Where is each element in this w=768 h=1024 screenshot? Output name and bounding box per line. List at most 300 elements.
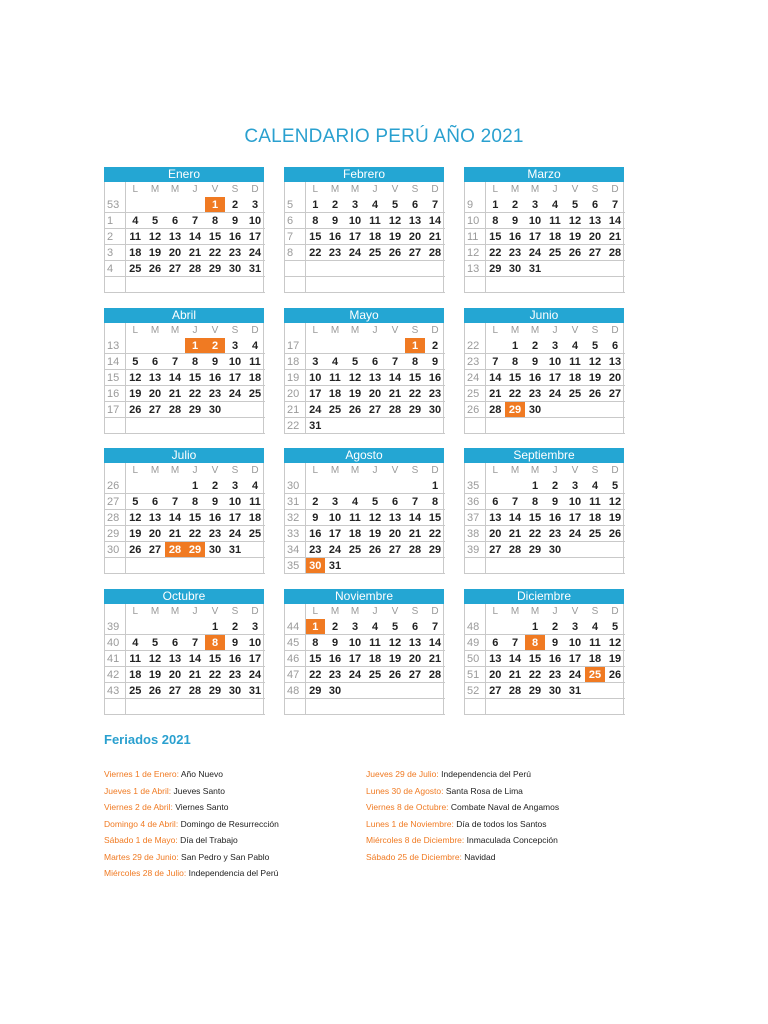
weekday-label: V: [391, 325, 399, 336]
day-cell: 23: [225, 667, 245, 683]
week-number-header: [465, 323, 485, 338]
empty-day-cell: [145, 197, 165, 213]
holiday-day-cell: 1: [405, 338, 425, 354]
day-cell: 25: [245, 386, 265, 402]
empty-day-cell: [205, 699, 225, 715]
empty-day-cell: [325, 277, 345, 293]
empty-day-cell: [585, 261, 605, 277]
week-number: 16: [105, 386, 125, 402]
day-cell: 5: [125, 494, 145, 510]
day-cell: 28: [385, 402, 405, 418]
empty-day-cell: [185, 619, 205, 635]
day-cell: 13: [145, 510, 165, 526]
month-mayo: [284, 308, 444, 434]
weekday-label: S: [411, 465, 419, 476]
holidays-list-right: [366, 766, 559, 865]
week-number: 14: [105, 354, 125, 370]
empty-day-cell: [605, 402, 625, 418]
empty-day-cell: [405, 277, 425, 293]
day-cell: 17: [565, 651, 585, 667]
day-cell: 17: [225, 510, 245, 526]
holiday-item: [366, 832, 559, 849]
day-cell: 3: [565, 619, 585, 635]
day-cell: 21: [605, 229, 625, 245]
empty-day-cell: [425, 558, 445, 574]
weekday-label: D: [431, 465, 439, 476]
day-cell: 28: [605, 245, 625, 261]
day-cell: 13: [385, 510, 405, 526]
day-cell: 22: [425, 526, 445, 542]
day-cell: 13: [405, 213, 425, 229]
holiday-name: Independencia del Perú: [441, 769, 531, 779]
day-cell: 21: [425, 651, 445, 667]
empty-day-cell: [165, 197, 185, 213]
day-cell: 16: [545, 510, 565, 526]
week-row: [285, 651, 445, 667]
day-cell: 25: [365, 667, 385, 683]
week-number-header: [465, 182, 485, 197]
empty-day-cell: [245, 418, 265, 434]
weekday-label: S: [411, 184, 419, 195]
day-cell: 16: [545, 651, 565, 667]
day-cell: 15: [485, 229, 505, 245]
day-cell: 3: [245, 197, 265, 213]
week-row: [285, 667, 445, 683]
day-cell: 10: [545, 354, 565, 370]
day-cell: 10: [305, 370, 325, 386]
empty-day-cell: [525, 277, 545, 293]
holiday-name: Independencia del Perú: [188, 868, 279, 878]
day-cell: 14: [185, 651, 205, 667]
weekday-label: J: [372, 465, 378, 476]
empty-day-cell: [565, 402, 585, 418]
week-row: [285, 699, 445, 715]
day-cell: 13: [585, 213, 605, 229]
day-cell: 22: [525, 667, 545, 683]
empty-day-cell: [365, 418, 385, 434]
month-header: Noviembre: [284, 589, 444, 604]
empty-day-cell: [205, 418, 225, 434]
day-cell: 14: [165, 510, 185, 526]
day-cell: 15: [205, 651, 225, 667]
month-header: Mayo: [284, 308, 444, 323]
day-cell: 5: [585, 338, 605, 354]
day-cell: 10: [225, 494, 245, 510]
day-cell: 27: [585, 245, 605, 261]
empty-day-cell: [345, 338, 365, 354]
empty-day-cell: [325, 418, 345, 434]
holiday-name: Combate Naval de Angamos: [450, 802, 560, 812]
weekday-label: D: [431, 184, 439, 195]
holiday-date: Sábado 25 de Diciembre:: [366, 851, 462, 862]
weekday-label: D: [251, 325, 259, 336]
day-cell: 18: [585, 651, 605, 667]
day-cell: 7: [385, 354, 405, 370]
week-number: 24: [465, 370, 485, 386]
day-cell: 5: [345, 354, 365, 370]
day-cell: 29: [485, 261, 505, 277]
empty-day-cell: [385, 558, 405, 574]
day-cell: 20: [405, 651, 425, 667]
weekday-label: D: [611, 184, 619, 195]
day-cell: 22: [525, 526, 545, 542]
day-cell: 21: [385, 386, 405, 402]
holiday-date: Viernes 2 de Abril:: [104, 802, 173, 812]
day-cell: 11: [345, 510, 365, 526]
day-cell: 18: [325, 386, 345, 402]
week-number: 7: [285, 229, 305, 245]
day-cell: 20: [385, 526, 405, 542]
empty-day-cell: [385, 261, 405, 277]
day-cell: 18: [565, 370, 585, 386]
weekday-label: S: [231, 184, 239, 195]
weekday-label: L: [312, 465, 319, 476]
day-cell: 4: [545, 197, 565, 213]
day-cell: 9: [325, 635, 345, 651]
weekday-label: V: [391, 184, 399, 195]
day-cell: 16: [205, 510, 225, 526]
holiday-date: Lunes 30 de Agosto:: [366, 785, 444, 796]
week-row: [105, 229, 265, 245]
day-cell: 3: [325, 494, 345, 510]
week-number: 11: [465, 229, 485, 245]
weekday-label: M: [510, 465, 520, 476]
week-row: [285, 277, 445, 293]
empty-day-cell: [225, 558, 245, 574]
day-cell: 19: [385, 229, 405, 245]
day-cell: 12: [125, 510, 145, 526]
week-number: 45: [285, 635, 305, 651]
weekday-label: J: [372, 184, 378, 195]
week-number: 8: [285, 245, 305, 261]
week-number: 43: [105, 683, 125, 699]
day-cell: 3: [525, 197, 545, 213]
day-cell: 9: [525, 354, 545, 370]
week-row: [285, 494, 445, 510]
day-cell: 27: [405, 245, 425, 261]
weekday-label: M: [150, 184, 160, 195]
week-row: [285, 338, 445, 354]
week-row: [285, 245, 445, 261]
week-number: 13: [105, 338, 125, 354]
weekday-label: J: [552, 606, 558, 617]
week-number: 29: [105, 526, 125, 542]
day-cell: 10: [345, 213, 365, 229]
day-cell: 15: [205, 229, 225, 245]
holiday-date: Martes 29 de Junio:: [104, 851, 179, 862]
day-cell: 24: [325, 542, 345, 558]
empty-day-cell: [545, 261, 565, 277]
weekday-label: M: [530, 184, 540, 195]
day-cell: 16: [305, 526, 325, 542]
empty-day-cell: [345, 261, 365, 277]
week-row: [285, 354, 445, 370]
day-cell: 22: [305, 245, 325, 261]
holiday-day-cell: 2: [205, 338, 225, 354]
day-cell: 18: [345, 526, 365, 542]
week-row: [105, 354, 265, 370]
holiday-day-cell: 30: [305, 558, 325, 574]
empty-day-cell: [145, 619, 165, 635]
holiday-day-cell: 28: [165, 542, 185, 558]
day-cell: 7: [165, 354, 185, 370]
week-row: [465, 683, 625, 699]
weekday-label: L: [132, 465, 139, 476]
week-row: [285, 478, 445, 494]
empty-day-cell: [165, 277, 185, 293]
weekday-label: M: [350, 606, 360, 617]
week-row: [465, 699, 625, 715]
week-row: [465, 277, 625, 293]
month-header: Agosto: [284, 448, 444, 463]
weekday-label: D: [251, 606, 259, 617]
day-cell: 30: [225, 261, 245, 277]
day-cell: 12: [145, 651, 165, 667]
empty-day-cell: [545, 402, 565, 418]
day-cell: 28: [505, 542, 525, 558]
week-number: 38: [465, 526, 485, 542]
day-cell: 26: [565, 245, 585, 261]
month-header: Febrero: [284, 167, 444, 182]
day-cell: 7: [425, 619, 445, 635]
weekday-label: M: [150, 606, 160, 617]
day-cell: 22: [205, 667, 225, 683]
day-cell: 3: [245, 619, 265, 635]
day-cell: 28: [165, 402, 185, 418]
empty-day-cell: [345, 478, 365, 494]
day-cell: 28: [185, 683, 205, 699]
week-number: 9: [465, 197, 485, 213]
month-header: Julio: [104, 448, 264, 463]
day-cell: 13: [485, 510, 505, 526]
day-cell: 29: [185, 402, 205, 418]
week-number: 17: [105, 402, 125, 418]
day-cell: 28: [505, 683, 525, 699]
week-row: [285, 386, 445, 402]
day-cell: 12: [365, 510, 385, 526]
empty-day-cell: [325, 261, 345, 277]
month-header: Junio: [464, 308, 624, 323]
day-cell: 1: [205, 619, 225, 635]
week-row: [285, 526, 445, 542]
week-row: [105, 386, 265, 402]
day-cell: 25: [245, 526, 265, 542]
week-number: [285, 261, 305, 277]
day-cell: 16: [225, 651, 245, 667]
empty-day-cell: [505, 619, 525, 635]
day-cell: 27: [165, 261, 185, 277]
day-cell: 1: [525, 619, 545, 635]
day-cell: 4: [245, 338, 265, 354]
day-cell: 17: [565, 510, 585, 526]
week-number-header: [105, 463, 125, 478]
weekday-label: L: [312, 325, 319, 336]
day-cell: 1: [525, 478, 545, 494]
week-number: [285, 699, 305, 715]
weekday-label: D: [251, 184, 259, 195]
weekday-label: V: [211, 325, 219, 336]
holiday-name: Domingo de Resurrección: [180, 818, 279, 829]
day-cell: 11: [125, 229, 145, 245]
day-cell: 18: [125, 667, 145, 683]
weekday-label: S: [591, 465, 599, 476]
day-cell: 24: [525, 245, 545, 261]
weekday-label: M: [170, 325, 180, 336]
week-number: 37: [465, 510, 485, 526]
day-cell: 3: [345, 197, 365, 213]
day-cell: 9: [545, 494, 565, 510]
day-cell: 8: [505, 354, 525, 370]
day-cell: 27: [485, 683, 505, 699]
week-row: [465, 526, 625, 542]
empty-day-cell: [305, 478, 325, 494]
day-cell: 24: [345, 245, 365, 261]
weekday-label: M: [330, 325, 340, 336]
empty-day-cell: [165, 418, 185, 434]
holiday-date: Miércoles 8 de Diciembre:: [366, 835, 465, 845]
day-cell: 18: [125, 245, 145, 261]
week-row: [105, 261, 265, 277]
week-row: [465, 478, 625, 494]
week-number: 52: [465, 683, 485, 699]
weekday-label: M: [510, 325, 520, 336]
day-cell: 22: [405, 386, 425, 402]
week-row: [105, 667, 265, 683]
empty-day-cell: [205, 277, 225, 293]
week-number: [465, 277, 485, 293]
day-cell: 19: [125, 386, 145, 402]
weekday-label: V: [391, 606, 399, 617]
month-header: Enero: [104, 167, 264, 182]
day-cell: 7: [405, 494, 425, 510]
day-cell: 26: [145, 261, 165, 277]
day-cell: 7: [185, 635, 205, 651]
empty-day-cell: [405, 418, 425, 434]
day-cell: 11: [585, 494, 605, 510]
day-cell: 14: [425, 213, 445, 229]
week-row: [465, 213, 625, 229]
day-cell: 9: [545, 635, 565, 651]
week-row: [465, 667, 625, 683]
week-number-header: [105, 604, 125, 619]
day-cell: 10: [325, 510, 345, 526]
day-cell: 16: [525, 370, 545, 386]
empty-day-cell: [385, 683, 405, 699]
weekday-label: L: [132, 325, 139, 336]
day-cell: 30: [545, 542, 565, 558]
week-row: [465, 261, 625, 277]
day-cell: 17: [345, 651, 365, 667]
week-number: 34: [285, 542, 305, 558]
week-row: [465, 354, 625, 370]
day-cell: 30: [205, 402, 225, 418]
day-cell: 9: [205, 354, 225, 370]
day-cell: 24: [245, 245, 265, 261]
empty-day-cell: [545, 277, 565, 293]
day-cell: 8: [205, 213, 225, 229]
day-cell: 9: [225, 635, 245, 651]
week-row: [465, 229, 625, 245]
day-cell: 31: [305, 418, 325, 434]
day-cell: 23: [225, 245, 245, 261]
day-cell: 21: [165, 526, 185, 542]
weekday-label: D: [251, 465, 259, 476]
day-cell: 25: [125, 683, 145, 699]
week-row: [105, 245, 265, 261]
day-cell: 30: [505, 261, 525, 277]
day-cell: 14: [165, 370, 185, 386]
week-row: [465, 494, 625, 510]
holiday-day-cell: 1: [305, 619, 325, 635]
day-cell: 26: [345, 402, 365, 418]
weekday-label: D: [611, 465, 619, 476]
month-abril: [104, 308, 264, 434]
day-cell: 22: [185, 386, 205, 402]
empty-day-cell: [305, 277, 325, 293]
day-cell: 18: [545, 229, 565, 245]
week-row: [465, 370, 625, 386]
day-cell: 19: [385, 651, 405, 667]
day-cell: 16: [505, 229, 525, 245]
week-row: [285, 197, 445, 213]
weekday-label: V: [571, 606, 579, 617]
day-cell: 28: [405, 542, 425, 558]
empty-day-cell: [145, 558, 165, 574]
day-cell: 4: [585, 478, 605, 494]
day-cell: 10: [245, 635, 265, 651]
empty-day-cell: [425, 683, 445, 699]
holiday-date: Viernes 8 de Octubre:: [366, 802, 449, 812]
day-cell: 23: [545, 526, 565, 542]
day-cell: 15: [185, 510, 205, 526]
empty-day-cell: [225, 699, 245, 715]
weekday-label: M: [350, 325, 360, 336]
week-number: [465, 558, 485, 574]
week-row: [465, 558, 625, 574]
day-cell: 2: [225, 197, 245, 213]
day-cell: 19: [125, 526, 145, 542]
day-cell: 11: [245, 494, 265, 510]
week-row: [465, 402, 625, 418]
week-row: [285, 510, 445, 526]
empty-day-cell: [405, 558, 425, 574]
week-row: [285, 619, 445, 635]
empty-day-cell: [125, 197, 145, 213]
empty-day-cell: [545, 699, 565, 715]
holiday-name: Viernes Santo: [175, 802, 229, 812]
day-cell: 5: [385, 619, 405, 635]
empty-day-cell: [405, 683, 425, 699]
day-cell: 18: [365, 651, 385, 667]
empty-day-cell: [565, 277, 585, 293]
weekday-label: M: [330, 184, 340, 195]
day-cell: 12: [585, 354, 605, 370]
month-noviembre: [284, 589, 444, 715]
week-number: 6: [285, 213, 305, 229]
day-cell: 25: [585, 526, 605, 542]
week-row: [285, 683, 445, 699]
day-cell: 18: [245, 370, 265, 386]
holiday-item: [104, 832, 279, 849]
day-cell: 12: [385, 635, 405, 651]
holiday-date: Domingo 4 de Abril:: [104, 818, 179, 829]
weekday-label: J: [552, 325, 558, 336]
empty-day-cell: [305, 699, 325, 715]
day-cell: 25: [365, 245, 385, 261]
day-cell: 23: [545, 667, 565, 683]
holiday-date: Viernes 1 de Enero:: [104, 769, 179, 779]
day-cell: 25: [545, 245, 565, 261]
